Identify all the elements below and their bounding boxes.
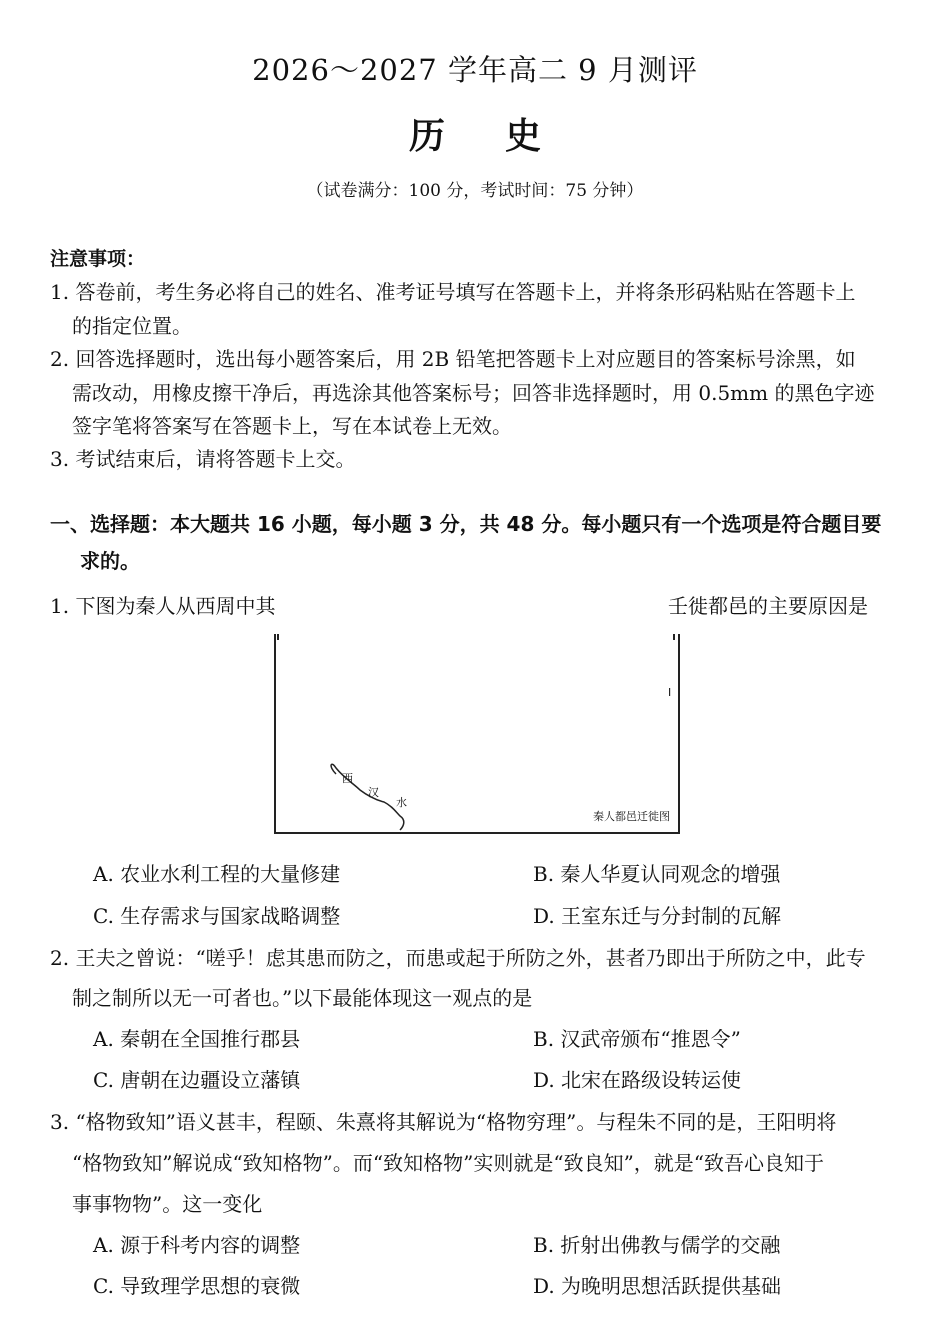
note-line: 签字笔将答案写在答题卡上，写在本试卷上无效。 xyxy=(72,414,512,438)
q1-stem-right: 壬徙都邑的主要原因是 xyxy=(668,594,868,618)
note-line: 2. 回答选择题时，选出每小题答案后，用 2B 铅笔把答题卡上对应题目的答案标号涂黑，如 xyxy=(50,347,856,371)
map-label-shui: 水 xyxy=(396,796,407,809)
q3-option-b: B. 折射出佛教与儒学的交融 xyxy=(533,1233,781,1257)
q2-option-b: B. 汉武帝颁布“推恩令” xyxy=(533,1027,741,1051)
q2-stem-line2: 制之制所以无一可者也。”以下最能体现这一观点的是 xyxy=(72,986,533,1010)
q1-option-a: A. 农业水利工程的大量修建 xyxy=(93,862,341,886)
migration-map xyxy=(274,634,680,834)
section-heading: 一、选择题：本大题共 16 小题，每小题 3 分，共 48 分。每小题只有一个选项是符合题目要 xyxy=(50,512,882,536)
q1-option-d: D. 王室东迁与分封制的瓦解 xyxy=(533,904,782,928)
q2-option-a: A. 秦朝在全国推行郡县 xyxy=(93,1027,301,1051)
q3-stem-line1: 3. “格物致知”语义甚丰，程颐、朱熹将其解说为“格物穷理”。与程朱不同的是，王阳明将 xyxy=(50,1110,837,1134)
q3-stem-line2: “格物致知”解说成“致知格物”。而“致知格物”实则就是“致良知”，就是“致吾心良知于 xyxy=(72,1151,825,1175)
q3-option-c: C. 导致理学思想的衰微 xyxy=(93,1274,301,1298)
subject-title: 历史 xyxy=(408,115,601,157)
q2-option-c: C. 唐朝在边疆设立藩镇 xyxy=(93,1068,301,1092)
exam-info: （试卷满分：100 分，考试时间：75 分钟） xyxy=(306,181,644,201)
notes-heading: 注意事项： xyxy=(50,248,146,270)
note-line: 3. 考试结束后，请将答题卡上交。 xyxy=(50,447,356,471)
note-line: 1. 答卷前，考生务必将自己的姓名、准考证号填写在答题卡上，并将条形码粘贴在答题卡上 xyxy=(50,280,856,304)
q1-option-c: C. 生存需求与国家战略调整 xyxy=(93,904,341,928)
q3-option-d: D. 为晚明思想活跃提供基础 xyxy=(533,1274,782,1298)
q3-option-a: A. 源于科考内容的调整 xyxy=(93,1233,301,1257)
exam-title: 2026～2027 学年高二 9 月测评 xyxy=(252,53,698,87)
section-heading-cont: 求的。 xyxy=(80,549,140,573)
map-mark: I xyxy=(668,686,672,699)
q1-stem-left: 1. 下图为秦人从西周中其 xyxy=(50,594,276,618)
q2-option-d: D. 北宋在路级设转运使 xyxy=(533,1068,742,1092)
q3-stem-line3: 事事物物”。这一变化 xyxy=(72,1192,263,1216)
note-line: 需改动，用橡皮擦干净后，再选涂其他答案标号；回答非选择题时，用 0.5mm 的黑色字迹 xyxy=(72,381,875,405)
map-label-han: 汉 xyxy=(368,786,379,799)
q1-option-b: B. 秦人华夏认同观念的增强 xyxy=(533,862,781,886)
map-figure xyxy=(276,634,678,832)
map-caption: 秦人都邑迁徙图 xyxy=(593,810,670,823)
q2-stem-line1: 2. 王夫之曾说：“嗟乎！虑其患而防之，而患或起于所防之外，甚者乃即出于所防之中，此专 xyxy=(50,946,866,970)
note-line: 的指定位置。 xyxy=(72,314,192,338)
map-label-xi: 西 xyxy=(342,772,353,785)
